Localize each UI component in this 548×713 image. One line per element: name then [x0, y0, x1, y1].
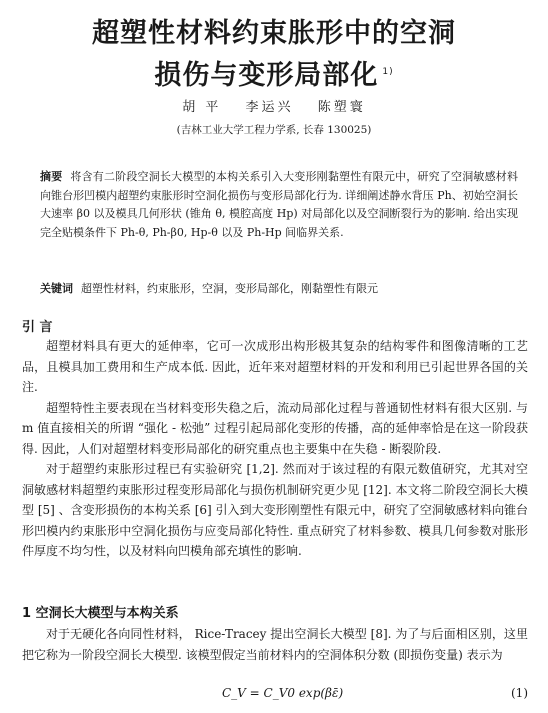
section-heading-1: 1 空洞长大模型与本构关系 [22, 606, 179, 621]
keywords-text: 超塑性材料，约束胀形，空洞，变形局部化，刚黏塑性有限元 [81, 282, 378, 295]
title-footnote-mark: 1) [382, 67, 394, 77]
intro-body [22, 336, 528, 562]
keywords-label: 关键词 [40, 282, 73, 295]
abstract [40, 168, 518, 242]
equation-number: (1) [511, 686, 528, 700]
author: 胡 平 [182, 100, 222, 115]
keywords [40, 280, 518, 298]
title-line2-text: 损伤与变形局部化 [154, 60, 379, 91]
author: 陈塑寰 [317, 100, 366, 115]
author-list [0, 96, 548, 115]
paragraph: 超塑特性主要表现在当材料变形失稳之后，流动局部化过程与普通韧性材料有很大区别. 与 m 值直接相关的所谓 “强化 - 松弛” 过程引起局部化变形的传播，高的延伸率恰是在这一阶段获得. 因此，人们对超塑材料变形局部化的研究重点也主要集中在失稳 - 断裂阶段. [22, 400, 528, 456]
author: 李运兴 [245, 100, 294, 115]
abstract-label: 摘要 [40, 170, 63, 183]
affiliation: (吉林工业大学工程力学系, 长春 130025) [176, 124, 372, 136]
paper-title-line2 [0, 54, 548, 94]
paragraph: 超塑材料具有更大的延伸率，它可一次成形出构形极其复杂的结构零件和图像清晰的工艺品，且模具加工费用和生产成本低. 因此，近年来对超塑材料的开发和利用已引起世界各国的关注. [22, 339, 528, 394]
section1-body [22, 624, 528, 665]
paragraph: 对于超塑约束胀形过程已有实验研究 [1,2]. 然而对于该过程的有限元数值研究，尤其对空洞敏感材料超塑约束胀形过程变形局部化与损伤机制研究更少见 [12]. 本文将二阶段空洞长大模型 [5] 、含变形损伤的本构关系 [6] 引入到大变形刚塑性有限元中，研究了空洞敏感材料向锥台形凹模内约束胀形中空洞化损伤与应变局部化特性. 重点研究了材料参数、模具几何参数对胀形件厚度不均匀性，以及材料向凹模角部充填性的影响. [22, 462, 528, 558]
abstract-text: 将含有二阶段空洞长大模型的本构关系引入大变形刚黏塑性有限元中，研究了空洞敏感材料向锥台形凹模内超塑约束胀形时空洞化损伤与变形局部化行为. 详细阐述静水背压 Ph、初始空洞长大速率 β0 以及模具几何形状 (锥角 θ, 模腔高度 Hp) 对局部化以及空洞断裂行为的影响. 给出实现完全贴模条件下 Ph-θ, Ph-β0, Hp-θ 以及 Ph-Hp 间临界关系. [40, 170, 518, 239]
paper-title-line1: 超塑性材料约束胀形中的空洞 [92, 18, 456, 49]
paragraph: 对于无硬化各向同性材料， Rice-Tracey 提出空洞长大模型 [8]. 为了与后面相区别，这里把它称为一阶段空洞长大模型. 该模型假定当前材料内的空洞体积分数 (即损伤变量) 表示为 [22, 627, 528, 662]
equation-expression: C_V = C_V0 exp(βε̄) [222, 686, 344, 700]
section-heading-intro: 引 言 [22, 320, 53, 335]
